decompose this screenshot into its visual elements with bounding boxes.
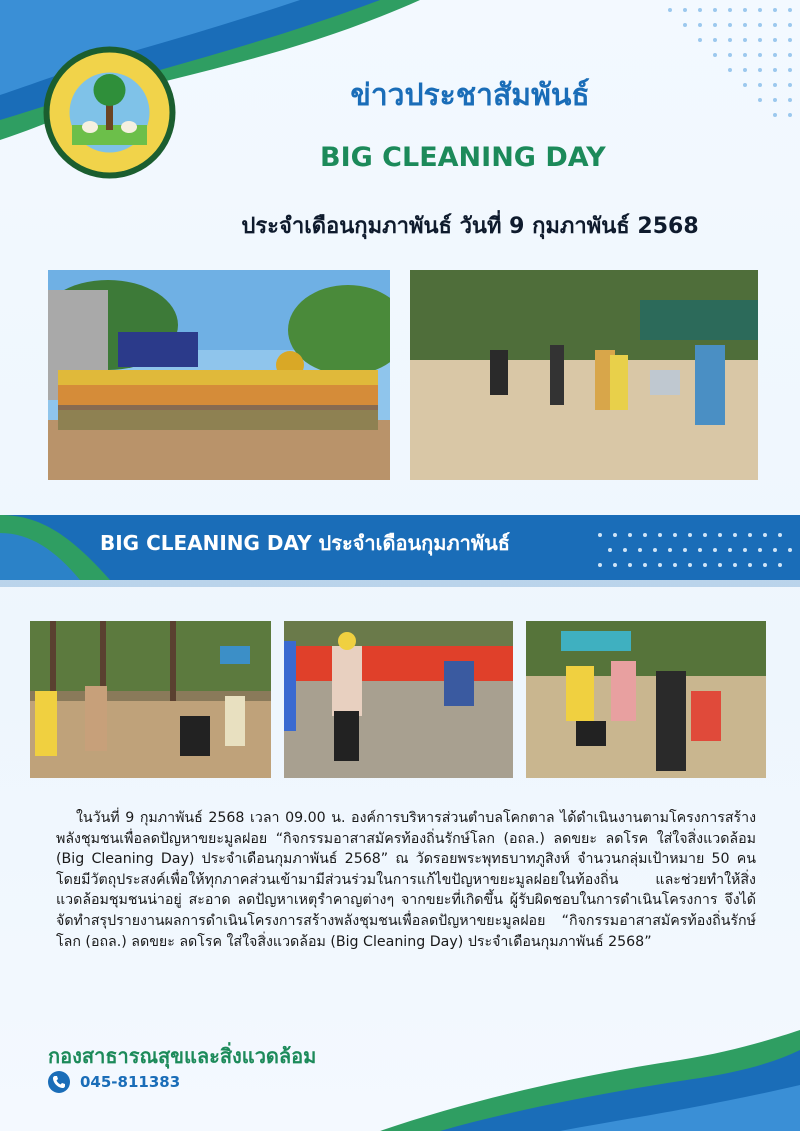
event-title: BIG CLEANING DAY <box>320 142 606 173</box>
announcement-title: ข่าวประชาสัมพันธ์ <box>350 78 590 113</box>
cleanup-photo-1 <box>30 621 271 778</box>
cleanup-photo-3 <box>526 621 766 778</box>
phone-icon <box>48 1071 70 1093</box>
bottom-wave-decoration <box>380 1030 800 1131</box>
event-date-line: ประจำเดือนกุมภาพันธ์ วันที่ 9 กุมภาพันธ์ 2568 <box>241 214 699 239</box>
department-name: กองสาธารณสุขและสิ่งแวดล้อม <box>48 1044 317 1068</box>
phone-number[interactable]: 045-811383 <box>80 1073 181 1091</box>
banner-title: BIG CLEANING DAY ประจำเดือนกุมภาพันธ์ <box>100 531 510 555</box>
sweeping-photo-1 <box>410 270 758 480</box>
cleanup-photo-2 <box>284 621 513 778</box>
news-paragraph: ในวันที่ 9 กุมภาพันธ์ 2568 เวลา 09.00 น. องค์การบริหารส่วนตำบลโคกตาล ได้ดำเนินงานตามโครงการสร้างพลังชุมชนเพื่อลดปัญหาขยะมูลฝอย “กิจกรรมอาสาสมัครท้องถิ่นรักษ์โลก (อถล.) ลดขยะ ลดโรค ใส่ใจสิ่งแวดล้อม (Big Cleaning Day) ประจำเดือนกุมภาพันธ์ 2568” ณ วัดรอยพระพุทธบาทภูสิงห์ จำนวนกลุ่มเป้าหมาย 50 คน โดยมีวัตถุประสงค์เพื่อให้ทุกภาคส่วนเข้ามามีส่วนร่วมในการแก้ไขปัญหาขยะมูลฝอยในท้องถิ่น และช่วยทำให้สิ่งแวดล้อมชุมชนน่าอยู่ สะอาด ลดปัญหาเหตุรำคาญต่างๆ จากขยะที่เกิดขึ้น ผู้รับผิดชอบในการดำเนินโครงการ จึงได้จัดทำสรุปรายงานผลการดำเนินโครงการสร้างพลังชุมชนเพื่อลดปัญหาขยะมูลฝอย “กิจกรรมอาสาสมัครท้องถิ่นรักษ์โลก (อถล.) ลดขยะ ลดโรค ใส่ใจสิ่งแวดล้อม (Big Cleaning Day) ประจำเดือนกุมภาพันธ์ 2568” <box>56 810 756 950</box>
group-photo <box>48 270 390 480</box>
